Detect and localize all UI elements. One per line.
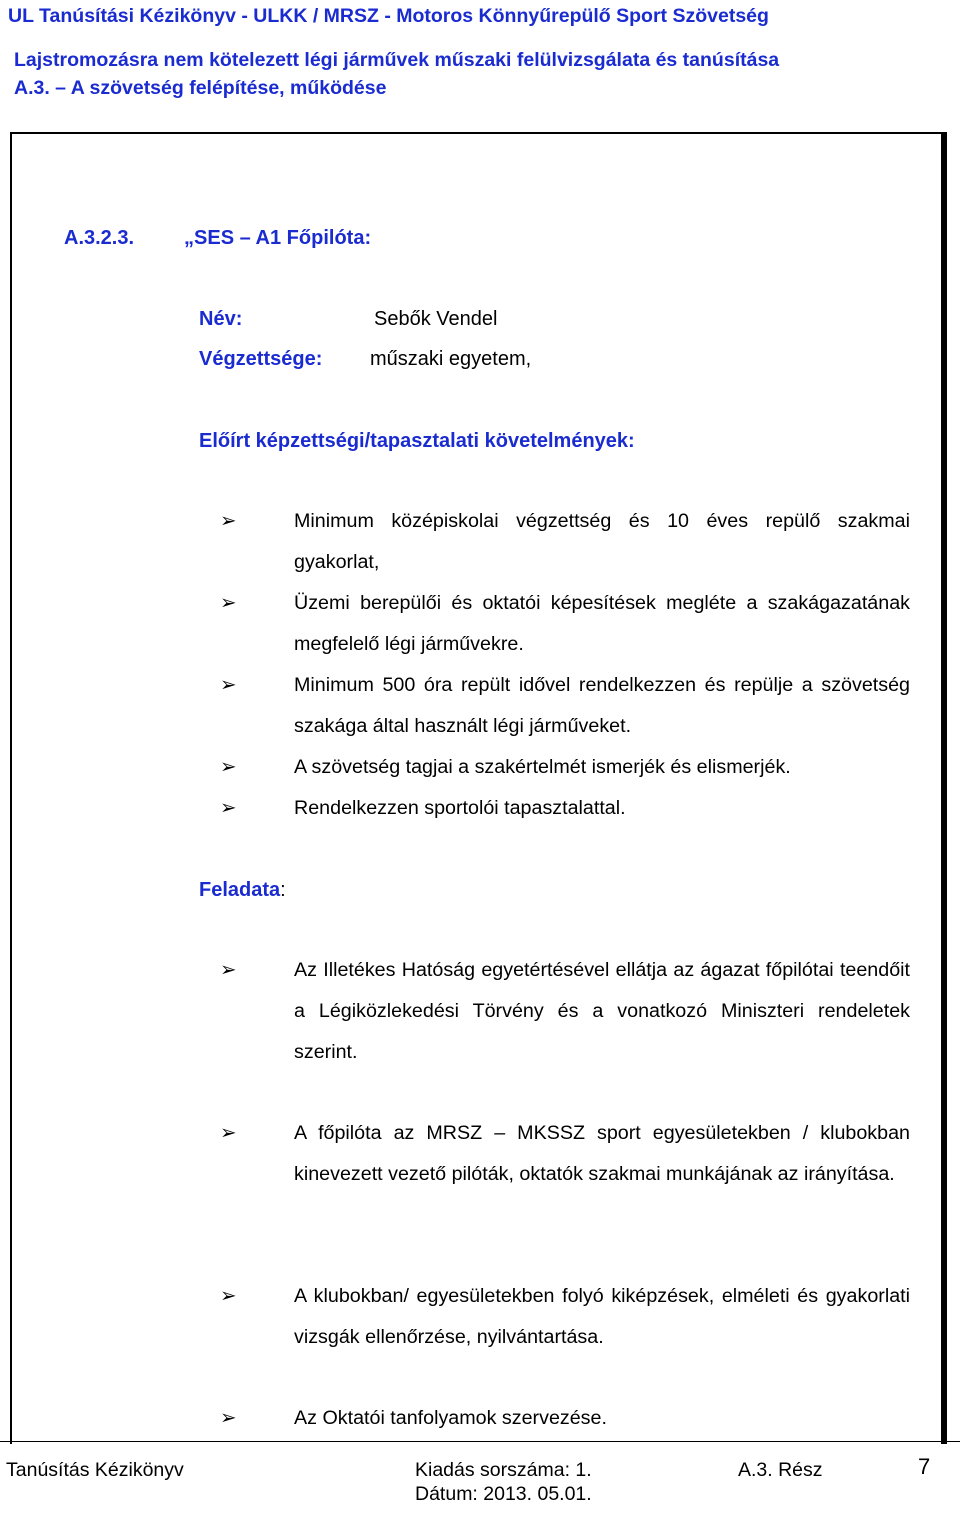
arrow-bullet-icon: ➢ xyxy=(220,510,237,532)
document-header-title: UL Tanúsítási Kézikönyv - ULKK / MRSZ - Motoros Könnyűrepülő Sport Szövetség xyxy=(8,5,769,27)
section-number: A.3.2.3. xyxy=(64,227,135,249)
requirement-item: ➢ Üzemi berepülői és oktatói képesítések megléte a szakágazatának megfelelő légi járművekre. xyxy=(220,583,910,665)
task-item: ➢ Az Illetékes Hatóság egyetértésével ellátja az ágazat főpilótai teendőit a Légiközlekedési Törvény és a vonatkozó Miniszteri rendeletek szerint. xyxy=(220,950,910,1073)
subtitle-line: Lajstromozásra nem kötelezett légi járművek műszaki felülvizsgálata és tanúsítása xyxy=(14,49,780,71)
task-item: ➢ Az Oktatói tanfolyamok szervezése. xyxy=(220,1398,910,1439)
section-name: „SES – A1 Főpilóta: xyxy=(184,227,372,249)
tasks-heading-label: Feladata xyxy=(199,879,281,901)
requirement-item: ➢ A szövetség tagjai a szakértelmét ismerjék és elismerjék. xyxy=(220,747,910,788)
task-item: ➢ A klubokban/ egyesületekben folyó kiképzések, elméleti és gyakorlati vizsgák ellenőrzése, nyilvántartása. xyxy=(220,1276,910,1358)
arrow-bullet-icon: ➢ xyxy=(220,592,237,614)
footer-manual-name: Tanúsítás Kézikönyv xyxy=(6,1459,184,1481)
footer-part: A.3. Rész xyxy=(738,1459,823,1481)
page-footer xyxy=(0,1441,960,1513)
requirement-item: ➢ Minimum 500 óra repült idővel rendelkezzen és repülje a szövetség szakága által használt légi járműveket. xyxy=(220,665,910,747)
name-value: Sebők Vendel xyxy=(374,308,498,330)
document-header-subtitle xyxy=(14,46,954,102)
section-title xyxy=(64,227,371,250)
arrow-bullet-icon: ➢ xyxy=(220,674,237,696)
arrow-bullet-icon: ➢ xyxy=(220,1285,237,1307)
tasks-heading xyxy=(199,879,286,902)
footer-edition: Kiadás sorszáma: 1. xyxy=(415,1459,592,1481)
task-item: ➢ A főpilóta az MRSZ – MKSSZ sport egyesületekben / klubokban kinevezett vezető pilóták, oktatók szakmai munkájának az irányítása. xyxy=(220,1113,910,1195)
education-value: műszaki egyetem, xyxy=(370,348,532,370)
arrow-bullet-icon: ➢ xyxy=(220,959,237,981)
tasks-heading-colon: : xyxy=(280,879,286,901)
footer-date: Dátum: 2013. 05.01. xyxy=(415,1483,592,1505)
page-number: 7 xyxy=(918,1454,931,1479)
education-label: Végzettsége: xyxy=(199,348,323,370)
requirements-heading: Előírt képzettségi/tapasztalati követelmények: xyxy=(199,430,635,452)
chapter-line: A.3. – A szövetség felépítése, működése xyxy=(14,77,387,99)
arrow-bullet-icon: ➢ xyxy=(220,1407,237,1429)
arrow-bullet-icon: ➢ xyxy=(220,756,237,778)
arrow-bullet-icon: ➢ xyxy=(220,1122,237,1144)
arrow-bullet-icon: ➢ xyxy=(220,797,237,819)
requirement-item: ➢ Rendelkezzen sportolói tapasztalattal. xyxy=(220,788,910,829)
name-label: Név: xyxy=(199,308,243,330)
requirement-item: ➢ Minimum középiskolai végzettség és 10 éves repülő szakmai gyakorlat, xyxy=(220,501,910,583)
